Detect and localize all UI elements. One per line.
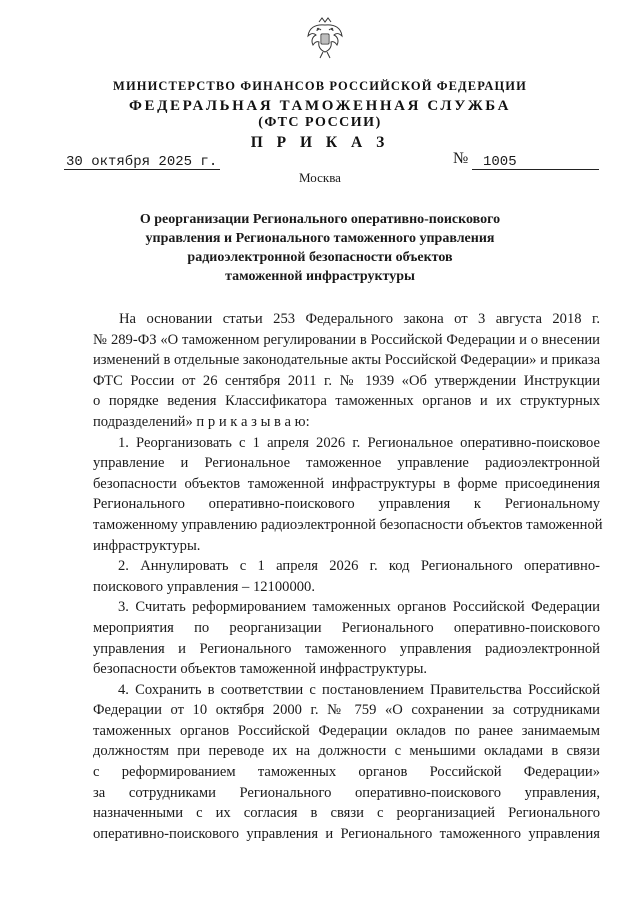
issue-city: Москва bbox=[299, 170, 341, 185]
body-line: за сотрудниками Регионального оперативно-поискового управления, bbox=[93, 784, 600, 801]
order-title bbox=[120, 210, 520, 286]
state-emblem-icon bbox=[305, 16, 345, 62]
body-line: назначенными с их согласия в связи с реорганизацией Регионального bbox=[93, 805, 600, 822]
body-line: подразделений» п р и к а з ы в а ю: bbox=[93, 413, 310, 430]
number-sign: № bbox=[453, 150, 469, 167]
service-short-name: (ФТС РОССИИ) bbox=[258, 115, 382, 130]
order-body bbox=[93, 309, 603, 844]
title-line: О реорганизации Регионального оперативно-поискового bbox=[139, 212, 501, 227]
body-line: Регионального оперативно-поискового управления к Региональному bbox=[93, 496, 600, 513]
body-line: изменений в отдельные законодательные акты Российской Федерации» и приказа bbox=[93, 352, 601, 369]
body-line: оперативно-поискового управления и Регионального таможенного управления bbox=[93, 825, 600, 842]
body-line: таможенных органов Российской Федерации окладов по ранее занимаемым bbox=[93, 722, 600, 739]
body-line: 3. Считать реформированием таможенных органов Российской Федерации bbox=[118, 599, 600, 616]
body-line: инфраструктуры. bbox=[93, 537, 201, 554]
order-number: 1005 bbox=[483, 154, 517, 170]
body-line: поискового управления – 12100000. bbox=[93, 578, 315, 595]
order-date: 30 октября 2025 г. bbox=[66, 154, 218, 170]
body-line: управление и Региональное таможенное управление радиоэлектронной bbox=[93, 455, 600, 472]
body-line: о порядке ведения Классификатора таможенных органов и их структурных bbox=[93, 393, 600, 410]
body-line: управления и Регионального таможенного управления радиоэлектронной bbox=[93, 640, 600, 657]
title-line: радиоэлектронной безопасности объектов bbox=[187, 250, 453, 265]
body-line: безопасности объектов таможенной инфраструктуры. bbox=[93, 661, 428, 678]
body-line: мероприятия по реорганизации Регионального оперативно-поискового bbox=[93, 619, 600, 636]
ministry-name: МИНИСТЕРСТВО ФИНАНСОВ РОССИЙСКОЙ ФЕДЕРАЦИИ bbox=[113, 79, 527, 93]
body-line: 1. Реорганизовать с 1 апреля 2026 г. Региональное оперативно-поисковое bbox=[118, 434, 600, 451]
body-line: На основании статьи 253 Федерального закона от 3 августа 2018 г. bbox=[119, 311, 600, 327]
body-line: Федерации от 10 октября 2000 г. № 759 «О сохранении за сотрудниками bbox=[93, 702, 600, 719]
body-line: с реформированием таможенных органов Российской Федерации» bbox=[93, 764, 600, 781]
title-line: таможенной инфраструктуры bbox=[225, 269, 415, 284]
body-line: таможенному управлению радиоэлектронной безопасности объектов таможенной bbox=[93, 516, 603, 533]
title-line: управления и Регионального таможенного управления bbox=[145, 231, 495, 246]
body-line: 4. Сохранить в соответствии с постановлением Правительства Российской bbox=[118, 681, 600, 698]
body-line: безопасности объектов таможенной инфраструктуры в форме присоединения bbox=[93, 475, 600, 492]
document-type: П Р И К А З bbox=[250, 134, 390, 151]
body-line: должностям при переводе их на должности с меньшими окладами в связи bbox=[93, 743, 600, 760]
body-line: ФТС России от 26 сентября 2011 г. № 1939 «Об утверждении Инструкции bbox=[93, 372, 600, 389]
body-line: 2. Аннулировать с 1 апреля 2026 г. код Регионального оперативно- bbox=[118, 558, 600, 575]
service-name: ФЕДЕРАЛЬНАЯ ТАМОЖЕННАЯ СЛУЖБА bbox=[128, 98, 512, 114]
body-line: № 289-ФЗ «О таможенном регулировании в Российской Федерации и о внесении bbox=[93, 331, 600, 348]
